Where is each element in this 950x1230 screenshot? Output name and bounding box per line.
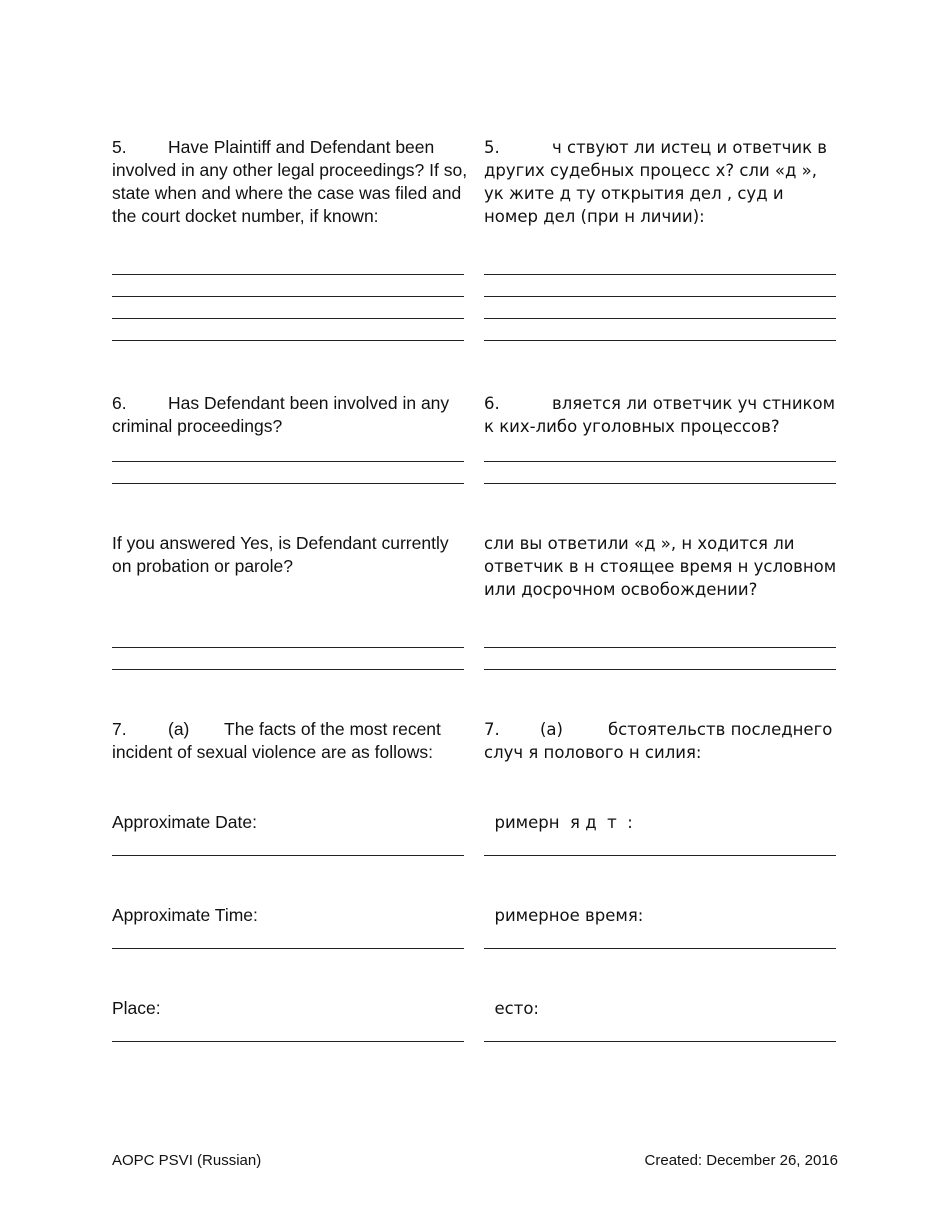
q7-russian <box>484 718 840 764</box>
time-field-ru[interactable] <box>484 927 836 949</box>
time-input-line[interactable] <box>112 927 464 949</box>
q6-russian <box>484 392 840 438</box>
place-label-ru <box>484 997 840 1020</box>
date-input-line-ru[interactable] <box>484 834 836 856</box>
time-input-line-ru[interactable] <box>484 927 836 949</box>
place-input-line-ru[interactable] <box>484 1020 836 1042</box>
date-input-line[interactable] <box>112 834 464 856</box>
q6b-english <box>112 532 468 578</box>
q7-english <box>112 718 468 764</box>
answer-line[interactable] <box>484 462 836 484</box>
q7-russian-question: бстоятельств последнего случ я полового н силия: <box>484 720 833 762</box>
q6-number: 6. <box>112 393 127 413</box>
place-field-ru[interactable] <box>484 1020 836 1042</box>
q5-english <box>112 136 468 228</box>
q6b-russian-question: сли вы ответили «д », н ходится ли ответчик в н стоящее время н условном или досрочном освобождении? <box>484 534 837 599</box>
q5-russian-text <box>484 136 840 228</box>
q6-number-ru: 6. <box>484 394 500 413</box>
time-label-text: Approximate Time: <box>112 905 258 925</box>
q6b-english-answer-lines[interactable] <box>112 626 464 670</box>
q5-english-text <box>112 136 468 228</box>
answer-line[interactable] <box>484 626 836 648</box>
q6b-english-question: If you answered Yes, is Defendant currently on probation or parole? <box>112 533 449 576</box>
date-label-text-ru: римерн я д т : <box>484 813 633 832</box>
q5-english-question: Have Plaintiff and Defendant been involved in any other legal proceedings? If so, state when and where the case was filed and the court docket number, if known: <box>112 137 468 226</box>
answer-line[interactable] <box>112 462 464 484</box>
answer-line[interactable] <box>484 319 836 341</box>
answer-line[interactable] <box>484 297 836 319</box>
q6-english-answer-lines[interactable] <box>112 440 464 484</box>
answer-line[interactable] <box>112 626 464 648</box>
q5-number-ru: 5. <box>484 138 500 157</box>
date-field-ru[interactable] <box>484 834 836 856</box>
q7-sub-label: (a) <box>168 719 190 739</box>
q6b-russian <box>484 532 840 601</box>
place-label-text: Place: <box>112 998 161 1018</box>
place-field-en[interactable] <box>112 1020 464 1042</box>
q6-english-question: Has Defendant been involved in any criminal proceedings? <box>112 393 450 436</box>
q6b-russian-answer-lines[interactable] <box>484 626 836 670</box>
q5-number: 5. <box>112 137 127 157</box>
answer-line[interactable] <box>112 440 464 462</box>
answer-line[interactable] <box>112 275 464 297</box>
answer-line[interactable] <box>484 253 836 275</box>
place-label-text-ru: есто: <box>484 999 539 1018</box>
answer-line[interactable] <box>484 440 836 462</box>
q5-russian-question: ч ствуют ли истец и ответчик в других судебных процесс х? сли «д », ук жите д ту открытия дел , суд и номер дел (при н личии): <box>484 138 828 226</box>
answer-line[interactable] <box>112 297 464 319</box>
date-field-en[interactable] <box>112 834 464 856</box>
q7-english-question: The facts of the most recent incident of sexual violence are as follows: <box>112 719 441 762</box>
q5-russian <box>484 136 840 228</box>
time-field-en[interactable] <box>112 927 464 949</box>
q6-russian-question: вляется ли ответчик уч стником к ких-либо уголовных процессов? <box>484 394 836 436</box>
answer-line[interactable] <box>484 275 836 297</box>
answer-line[interactable] <box>112 253 464 275</box>
date-label-en <box>112 811 468 834</box>
answer-line[interactable] <box>112 319 464 341</box>
q5-english-answer-lines[interactable] <box>112 253 464 341</box>
date-label-ru <box>484 811 840 834</box>
place-label-en <box>112 997 468 1020</box>
place-input-line[interactable] <box>112 1020 464 1042</box>
answer-line[interactable] <box>112 648 464 670</box>
time-label-en <box>112 904 468 927</box>
q7-number-ru: 7. <box>484 720 500 739</box>
q6-russian-answer-lines[interactable] <box>484 440 836 484</box>
footer-created-date: Created: December 26, 2016 <box>644 1152 838 1169</box>
time-label-ru <box>484 904 840 927</box>
q7-number: 7. <box>112 719 127 739</box>
q6-english <box>112 392 468 438</box>
q5-russian-answer-lines[interactable] <box>484 253 836 341</box>
answer-line[interactable] <box>484 648 836 670</box>
date-label-text: Approximate Date: <box>112 812 257 832</box>
q7-sub-label-ru: (a) <box>540 720 563 739</box>
time-label-text-ru: римерное время: <box>484 906 644 925</box>
footer-form-id: AOPC PSVI (Russian) <box>112 1152 262 1169</box>
